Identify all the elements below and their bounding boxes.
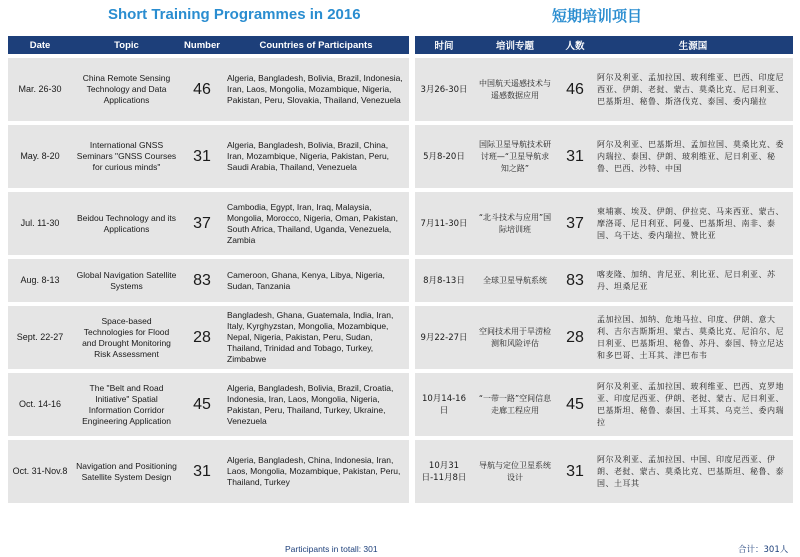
row-topic: “一带一路”空间信息走廊工程应用 [473,373,557,436]
row-date: Mar. 26-30 [8,58,72,121]
row-date: 9月22-27日 [415,306,473,369]
row-number: 45 [557,373,593,436]
table-row [415,306,793,369]
row-topic: Navigation and Positioning Satellite System Design [72,440,181,503]
row-number: 46 [181,58,223,121]
table-row [8,306,409,369]
row-date: 3月26-30日 [415,58,473,121]
row-topic: Space-based Technologies for Flood and Drought Monitoring Risk Assessment [72,306,181,369]
row-topic: “北斗技术与应用”国际培训班 [473,192,557,255]
row-date: Sept. 22-27 [8,306,72,369]
row-topic: Beidou Technology and its Applications [72,192,181,255]
row-date: May. 8-20 [8,125,72,188]
row-number: 46 [557,58,593,121]
header-topic-cn: 培训专题 [473,36,557,54]
row-topic: 全球卫星导航系统 [473,259,557,302]
row-date: Aug. 8-13 [8,259,72,302]
row-countries: 孟加拉国、加纳、危地马拉、印度、伊朗、意大利、吉尔吉斯斯坦、蒙古、莫桑比克、尼泊尔、尼日利亚、巴基斯坦、秘鲁、苏丹、泰国、特立尼达和多巴哥、土耳其、津巴布韦 [593,306,793,369]
table-row [8,192,409,255]
row-countries: 柬埔寨、埃及、伊朗、伊拉克、马来西亚、蒙古、摩洛哥、尼日利亚、阿曼、巴基斯坦、南非、泰国、乌干达、委内瑞拉、赞比亚 [593,192,793,255]
english-programme-table [8,32,409,507]
row-date: Jul. 11-30 [8,192,72,255]
row-number: 31 [557,125,593,188]
row-number: 83 [181,259,223,302]
page-title-en: Short Training Programmes in 2016 [108,6,361,23]
row-countries: Algeria, Bangladesh, Bolivia, Brazil, Croatia, Indonesia, Iran, Laos, Mongolia, Nigeria, Pakistan, Peru, Thailand, Turkey, Ukraine, Venezuela [223,373,409,436]
table-row [8,373,409,436]
table-row [8,440,409,503]
row-topic: Global Navigation Satellite Systems [72,259,181,302]
row-countries: 阿尔及利亚、孟加拉国、玻利维亚、巴西、克罗地亚、印度尼西亚、伊朗、老挝、蒙古、尼日利亚、巴基斯坦、秘鲁、泰国、土耳其、乌克兰、委内瑞拉 [593,373,793,436]
row-date: 8月8-13日 [415,259,473,302]
row-countries: 阿尔及利亚、孟加拉国、玻利维亚、巴西、印度尼西亚、伊朗、老挝、蒙古、莫桑比克、尼日利亚、巴基斯坦、秘鲁、斯洛伐克、泰国、委内瑞拉 [593,58,793,121]
header-number-cn: 人数 [557,36,593,54]
row-number: 31 [181,125,223,188]
row-topic: 空间技术用于旱涝检测和风险评估 [473,306,557,369]
row-countries: Algeria, Bangladesh, China, Indonesia, Iran, Laos, Mongolia, Mozambique, Pakistan, Peru, Thailand, Turkey [223,440,409,503]
row-number: 28 [181,306,223,369]
row-countries: Cambodia, Egypt, Iran, Iraq, Malaysia, Mongolia, Morocco, Nigeria, Oman, Pakistan, South Africa, Thailand, Uganda, Venezuela, Zambia [223,192,409,255]
row-date: 10月14-16日 [415,373,473,436]
row-countries: Cameroon, Ghana, Kenya, Libya, Nigeria, Sudan, Tanzania [223,259,409,302]
table-row [8,259,409,302]
row-date: Oct. 31-Nov.8 [8,440,72,503]
table-row [415,373,793,436]
row-date: 5月8-20日 [415,125,473,188]
header-countries-cn: 生源国 [593,36,793,54]
row-number: 37 [557,192,593,255]
row-number: 37 [181,192,223,255]
table-row [415,58,793,121]
table-row [8,58,409,121]
table-row [8,125,409,188]
row-topic: 导航与定位卫星系统设计 [473,440,557,503]
row-number: 31 [181,440,223,503]
row-topic: 国际卫星导航技术研讨班—“卫星导航求知之路” [473,125,557,188]
table-header-row [415,36,793,54]
page-title-cn: 短期培训项目 [552,7,643,25]
row-number: 45 [181,373,223,436]
table-row [415,259,793,302]
row-countries: Bangladesh, Ghana, Guatemala, India, Iran, Italy, Kyrghyzstan, Mongolia, Mozambique, Nepal, Nigeria, Pakistan, Peru, Sudan, Thailand, Trinidad and Tobago, Turkey, Zimbabwe [223,306,409,369]
row-countries: 阿尔及利亚、孟加拉国、中国、印度尼西亚、伊朗、老挝、蒙古、莫桑比克、巴基斯坦、秘鲁、泰国、土耳其 [593,440,793,503]
header-countries: Countries of Participants [223,36,409,54]
header-topic: Topic [72,36,181,54]
header-number: Number [181,36,223,54]
header-date: Date [8,36,72,54]
table-row [415,125,793,188]
row-countries: Algeria, Bangladesh, Bolivia, Brazil, China, Iran, Mozambique, Nigeria, Pakistan, Peru, Saudi Arabia, Thailand, Venezuela [223,125,409,188]
header-date-cn: 时间 [415,36,473,54]
row-topic: 中国航天遥感技术与遥感数据应用 [473,58,557,121]
row-topic: International GNSS Seminars "GNSS Courses for curious minds" [72,125,181,188]
total-participants-en: Participants in totall: 301 [285,544,378,554]
row-topic: The "Belt and Road Initiative" Spatial Information Corridor Engineering Application [72,373,181,436]
row-countries: Algeria, Bangladesh, Bolivia, Brazil, Indonesia, Iran, Laos, Mongolia, Mozambique, Nigeria, Pakistan, Peru, Slovakia, Thailand, Venezuela [223,58,409,121]
row-topic: China Remote Sensing Technology and Data Applications [72,58,181,121]
table-row [415,440,793,503]
total-participants-cn: 合计：301人 [738,545,789,555]
chinese-programme-table [415,32,793,507]
table-row [415,192,793,255]
table-header-row [8,36,409,54]
row-date: 7月11-30日 [415,192,473,255]
row-countries: 喀麦隆、加纳、肯尼亚、利比亚、尼日利亚、苏丹、坦桑尼亚 [593,259,793,302]
row-number: 83 [557,259,593,302]
row-number: 28 [557,306,593,369]
row-countries: 阿尔及利亚、巴基斯坦、孟加拉国、莫桑比克、委内瑞拉、泰国、伊朗、玻利维亚、尼日利亚、秘鲁、巴西、沙特、中国 [593,125,793,188]
row-date: Oct. 14-16 [8,373,72,436]
row-date: 10月31日-11月8日 [415,440,473,503]
row-number: 31 [557,440,593,503]
